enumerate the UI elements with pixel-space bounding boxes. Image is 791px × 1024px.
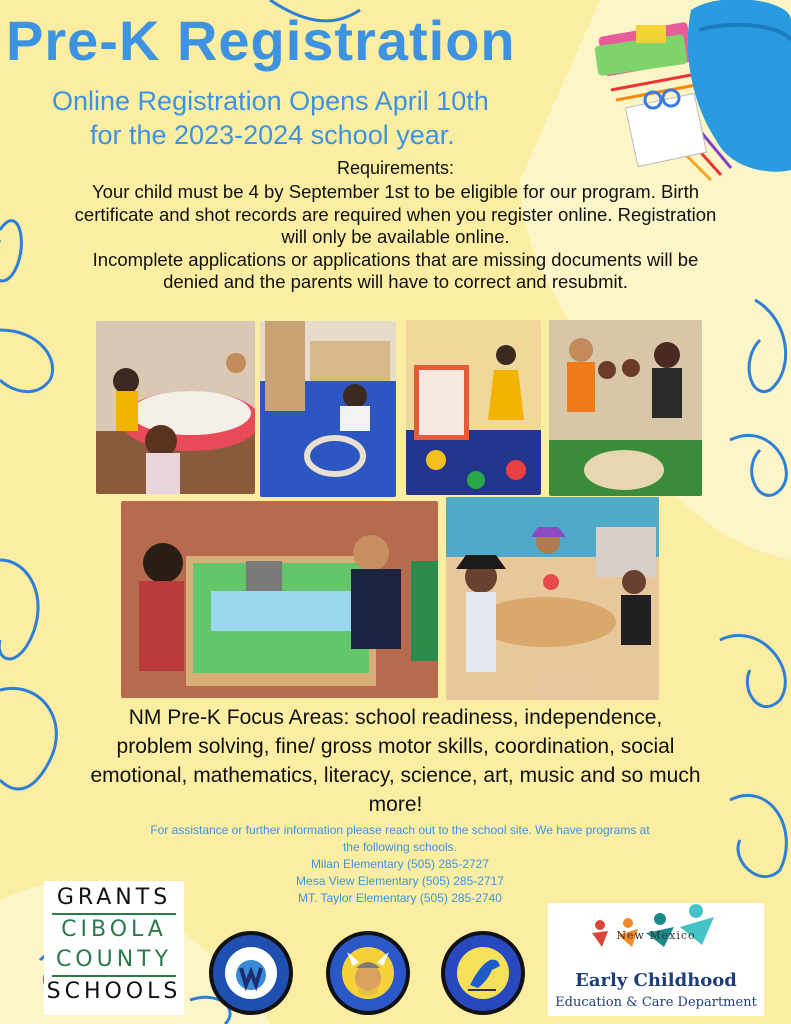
requirements-line: Your child must be 4 by September 1st to be eligible for our program. Birth: [91, 181, 700, 202]
focus-line: more!: [368, 793, 423, 816]
focus-line: emotional, mathematics, literacy, science, art, music and so much: [90, 764, 701, 787]
milan-wildcats-badge: [208, 930, 294, 1016]
school-contact-milan: Milan Elementary (505) 285-2727: [310, 857, 490, 871]
focus-line: problem solving, fine/ gross motor skills, coordination, social: [116, 735, 675, 758]
assistance-line: For assistance or further information please reach out to the school site. We have programs at: [150, 823, 650, 837]
focus-line: NM Pre-K Focus Areas: school readiness, independence,: [128, 706, 663, 729]
assistance-line: the following schools.: [342, 840, 458, 854]
registration-opens-text: Online Registration Opens April 10th: [52, 86, 489, 116]
gccs-logo-word: CIBOLA: [61, 917, 167, 942]
gccs-logo-word: SCHOOLS: [46, 979, 182, 1004]
school-contact-mesa-view: Mesa View Elementary (505) 285-2717: [296, 874, 504, 888]
requirements-line: will only be available online.: [281, 226, 510, 247]
photo-children-tea-party: [446, 497, 659, 700]
school-contact-mt-taylor: MT. Taylor Elementary (505) 285-2740: [298, 891, 502, 905]
nm-ecd-figures-logo: [588, 903, 728, 949]
nm-state-name: New Mexico: [616, 929, 696, 942]
nm-ecd-department: Education & Care Department: [555, 995, 757, 1010]
photo-children-table: [96, 321, 255, 494]
mesa-view-viking-badge: [325, 930, 411, 1016]
requirements-line: Incomplete applications or applications that are missing documents will be: [92, 248, 699, 270]
photo-children-group: [549, 320, 702, 496]
requirements-heading: Requirements:: [336, 158, 455, 178]
requirements-text: [10, 181, 781, 294]
focus-areas-text: [40, 703, 751, 819]
gccs-logo-word: GRANTS: [56, 885, 172, 910]
photo-child-dancing: [406, 320, 541, 495]
gccs-logo-word: COUNTY: [55, 947, 173, 972]
gccs-logo: [44, 881, 184, 1015]
photo-children-train-table: [121, 501, 438, 698]
requirements-line: denied and the parents will have to correct and resubmit.: [163, 271, 628, 292]
photo-child-blocks: [260, 321, 396, 497]
mt-taylor-roadrunner-badge: [440, 930, 526, 1016]
page-title: Pre-K Registration: [6, 9, 516, 72]
school-year-text: for the 2023-2024 school year.: [90, 120, 455, 150]
nm-ecd-name: Early Childhood: [575, 970, 737, 991]
requirements-line: certificate and shot records are required when you register online. Registration: [74, 203, 717, 225]
nm-ececd-logo: [548, 903, 764, 1016]
